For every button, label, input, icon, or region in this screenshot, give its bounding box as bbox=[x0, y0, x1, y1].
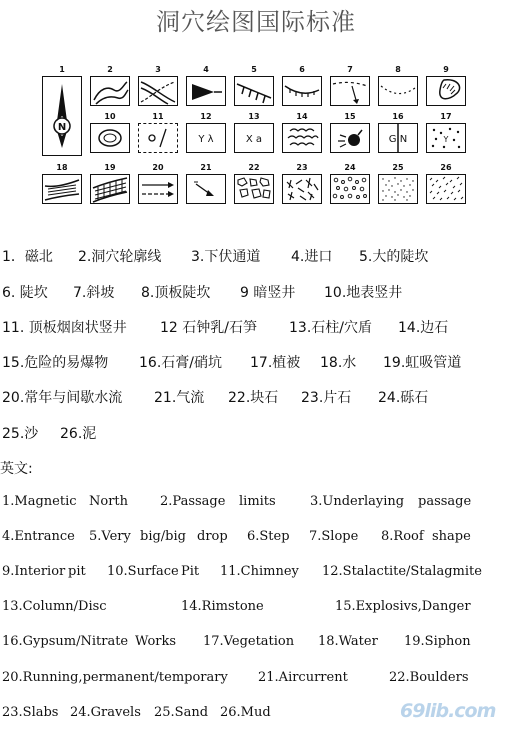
slope-symbol-icon bbox=[330, 76, 370, 106]
en-item: 8.Roof bbox=[381, 529, 424, 544]
symbol-14: 14 bbox=[282, 123, 322, 153]
symbol-7: 7 bbox=[330, 76, 370, 106]
symbol-2: 2 bbox=[90, 76, 130, 106]
en-item: pit bbox=[68, 564, 86, 579]
cn-item: 5.大的陡坎 bbox=[359, 249, 429, 265]
cn-item: 10.地表竖井 bbox=[324, 285, 403, 301]
en-item: Pit bbox=[181, 564, 200, 579]
symbol-8: 8 bbox=[378, 76, 418, 106]
svg-text:X a: X a bbox=[245, 134, 263, 145]
en-item: 19.Siphon bbox=[404, 634, 471, 649]
symbol-19: 19 bbox=[90, 174, 130, 204]
vegetation-symbol-icon bbox=[426, 123, 466, 153]
svg-text:N: N bbox=[57, 122, 67, 133]
cn-item: 4.进口 bbox=[291, 249, 333, 265]
en-item: North bbox=[89, 494, 129, 509]
rimstone-symbol-icon bbox=[282, 123, 322, 153]
cn-item: 13.石柱/穴盾 bbox=[289, 320, 372, 336]
cn-item: 22.块石 bbox=[228, 390, 279, 406]
roof-shape-symbol-icon bbox=[378, 76, 418, 106]
en-item: shape bbox=[432, 529, 471, 544]
en-item: 3.Underlaying bbox=[310, 494, 405, 509]
en-heading: 英文: bbox=[0, 461, 33, 477]
running-water-symbol-icon bbox=[138, 174, 178, 204]
cn-item: 25.沙 bbox=[2, 426, 39, 442]
cn-item: 17.植被 bbox=[250, 355, 301, 371]
symbol-12: 12 Y λ bbox=[186, 123, 226, 153]
symbol-24: 24 bbox=[330, 174, 370, 204]
cn-item: 1．磁北 bbox=[2, 249, 53, 265]
en-item: 5.Very bbox=[89, 529, 131, 544]
symbol-26: 26 bbox=[426, 174, 466, 204]
gypsum-nitrate-symbol-icon bbox=[378, 123, 418, 153]
symbol-10: 10 bbox=[90, 123, 130, 153]
cn-item: 7.斜坡 bbox=[73, 285, 115, 301]
symbol-23: 23 bbox=[282, 174, 322, 204]
en-item: 6.Step bbox=[247, 529, 290, 544]
en-item: 18.Water bbox=[318, 634, 378, 649]
stalactite-stalagmite-symbol-icon bbox=[186, 123, 226, 153]
en-item: limits bbox=[239, 494, 276, 509]
mud-symbol-icon bbox=[426, 174, 466, 204]
symbol-4: 4 bbox=[186, 76, 226, 106]
en-item: 24.Gravels bbox=[70, 705, 141, 720]
water-symbol-icon bbox=[42, 174, 82, 204]
cn-item: 26.泥 bbox=[60, 426, 97, 442]
en-item: 26.Mud bbox=[220, 705, 271, 720]
cn-item: 21.气流 bbox=[154, 390, 205, 406]
symbol-22: 22 bbox=[234, 174, 274, 204]
step-symbol-icon bbox=[282, 76, 322, 106]
en-item: 11.Chimney bbox=[220, 564, 299, 579]
cn-item: 18.水 bbox=[320, 355, 357, 371]
en-item: Works bbox=[135, 634, 177, 649]
en-item: passage bbox=[418, 494, 472, 509]
symbol-6: 6 bbox=[282, 76, 322, 106]
symbol-legend-grid bbox=[37, 64, 477, 209]
watermark: 69lib.com bbox=[400, 700, 496, 722]
en-item: 12.Stalactite/Stalagmite bbox=[322, 564, 482, 579]
svg-text:G N: G N bbox=[388, 134, 408, 145]
cn-item: 15.危险的易爆物 bbox=[2, 355, 109, 371]
chimney-symbol-icon bbox=[138, 123, 178, 153]
passage-limits-symbol-icon bbox=[90, 76, 130, 106]
svg-text:Y λ: Y λ bbox=[198, 134, 214, 145]
en-item: 1.Magnetic bbox=[2, 494, 77, 509]
symbol-25: 25 bbox=[378, 174, 418, 204]
cn-item: 24.砾石 bbox=[378, 390, 429, 406]
cn-item: 3.下伏通道 bbox=[191, 249, 261, 265]
en-item: drop bbox=[197, 529, 228, 544]
en-item: 14.Rimstone bbox=[181, 599, 264, 614]
symbol-3: 3 bbox=[138, 76, 178, 106]
symbol-17: 17 Y bbox=[426, 123, 466, 153]
surface-pit-symbol-icon bbox=[90, 123, 130, 153]
en-item: 21.Aircurrent bbox=[258, 670, 348, 685]
en-item: 4.Entrance bbox=[2, 529, 75, 544]
interior-pit-symbol-icon bbox=[426, 76, 466, 106]
symbol-1: 1 N bbox=[42, 76, 82, 156]
cn-item: 12 石钟乳/石笋 bbox=[160, 320, 257, 336]
column-disc-symbol-icon bbox=[234, 123, 274, 153]
cn-item: 16.石膏/硝坑 bbox=[139, 355, 222, 371]
siphon-symbol-icon bbox=[90, 174, 130, 204]
symbol-20: 20 bbox=[138, 174, 178, 204]
cn-item: 11. 顶板烟囱状竖井 bbox=[2, 320, 127, 336]
slabs-symbol-icon bbox=[282, 174, 322, 204]
cn-item: 8.顶板陡坎 bbox=[141, 285, 211, 301]
en-item: 17.Vegetation bbox=[203, 634, 295, 649]
symbol-15: 15 bbox=[330, 123, 370, 153]
en-item: 22.Boulders bbox=[389, 670, 469, 685]
en-item: 10.Surface bbox=[107, 564, 179, 579]
aircurrent-symbol-icon bbox=[186, 174, 226, 204]
symbol-16: 16 G N bbox=[378, 123, 418, 153]
symbol-5: 5 bbox=[234, 76, 274, 106]
sand-symbol-icon bbox=[378, 174, 418, 204]
en-item: 13.Column/Disc bbox=[2, 599, 107, 614]
symbol-9: 9 bbox=[426, 76, 466, 106]
en-item: 15.Explosivs,Danger bbox=[335, 599, 471, 614]
cn-item: 19.虹吸管道 bbox=[383, 355, 462, 371]
symbol-21: 21 bbox=[186, 174, 226, 204]
page-title: 洞穴绘图国际标准 bbox=[156, 8, 356, 36]
entrance-symbol-icon bbox=[186, 76, 226, 106]
symbol-13: 13 X a bbox=[234, 123, 274, 153]
magnetic-north-symbol-icon bbox=[42, 76, 82, 156]
cn-item: 6. 陡坎 bbox=[2, 285, 48, 301]
cn-item: 23.片石 bbox=[301, 390, 352, 406]
symbol-11: 11 bbox=[138, 123, 178, 153]
en-item: big/big bbox=[140, 529, 186, 544]
en-item: 25.Sand bbox=[154, 705, 209, 720]
en-item: 9.Interior bbox=[2, 564, 66, 579]
gravels-symbol-icon bbox=[330, 174, 370, 204]
svg-text:Y: Y bbox=[443, 135, 449, 144]
en-item: 16.Gypsum/Nitrate bbox=[2, 634, 129, 649]
cn-item: 2.洞穴轮廓线 bbox=[78, 249, 162, 265]
en-item: 7.Slope bbox=[309, 529, 359, 544]
danger-symbol-icon bbox=[330, 123, 370, 153]
en-item: 23.Slabs bbox=[2, 705, 59, 720]
en-item: 2.Passage bbox=[160, 494, 226, 509]
symbol-18: 18 bbox=[42, 174, 82, 204]
big-drop-symbol-icon bbox=[234, 76, 274, 106]
underlaying-passage-symbol-icon bbox=[138, 76, 178, 106]
boulders-symbol-icon bbox=[234, 174, 274, 204]
cn-item: 9 暗竖井 bbox=[240, 285, 296, 301]
cn-item: 14.边石 bbox=[398, 320, 449, 336]
en-item: 20.Running,permanent/temporary bbox=[2, 670, 228, 685]
cn-item: 20.常年与间歇水流 bbox=[2, 390, 123, 406]
